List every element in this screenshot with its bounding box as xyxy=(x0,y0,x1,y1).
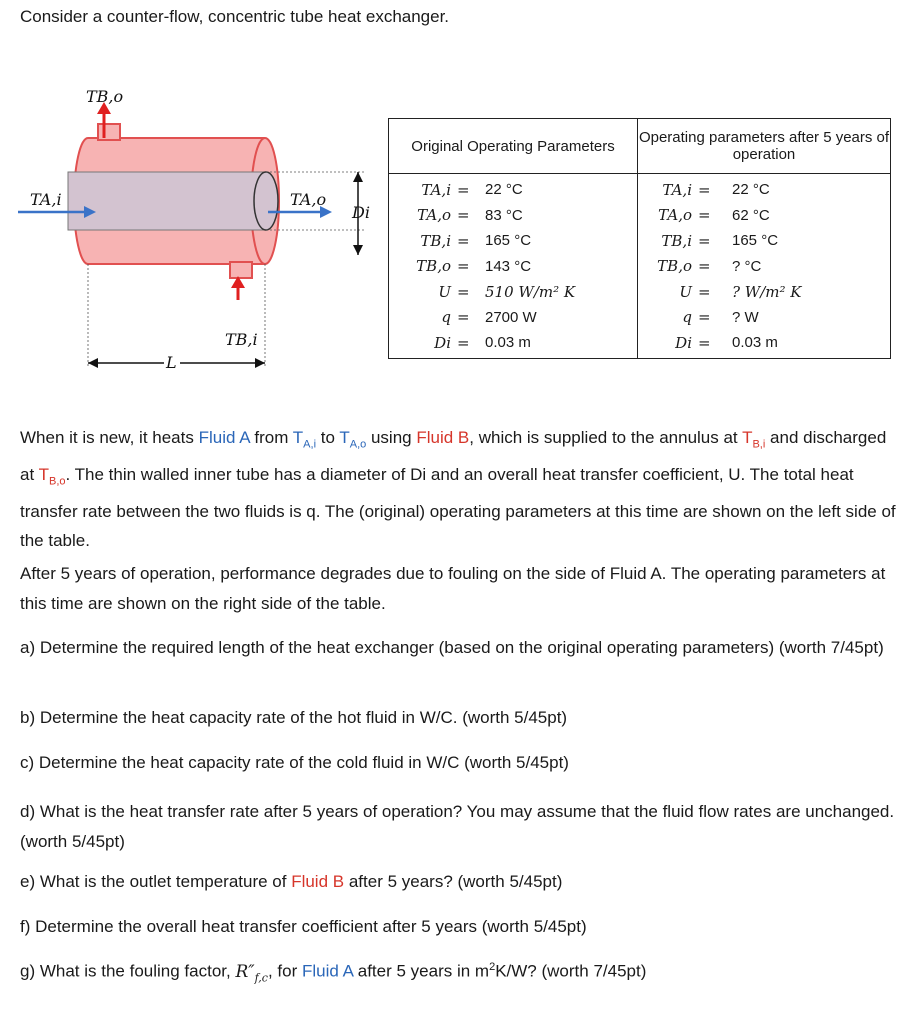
question-c: c) Determine the heat capacity rate of the cold fluid in W/C (worth 5/45pt) xyxy=(20,753,569,772)
inner-tube xyxy=(68,172,278,230)
fluid-a-highlight: Fluid A xyxy=(198,428,250,447)
label-tbi: TB,i xyxy=(225,330,258,349)
param-row: U = ? W/m² K xyxy=(679,282,802,301)
question-g: g) What is the fouling factor, $R''_{f,c}$, for Fluid A after 5 years in $m^2K/W$? (worth 7/45pt) xyxy=(20,961,647,985)
param-row: TB,i = 165 °C xyxy=(420,231,532,250)
param-row: TA,o = 62 °C xyxy=(658,206,770,225)
original-params xyxy=(389,174,638,359)
heat-exchanger-diagram xyxy=(0,60,390,380)
param-row: U = 510 W/m² K xyxy=(438,282,576,301)
bottom-nozzle xyxy=(230,262,252,278)
param-row: TA,i = 22 °C xyxy=(421,180,523,199)
label-di: Di xyxy=(352,203,370,222)
table-header-after-5-years: Operating parameters after 5 years of operation xyxy=(638,119,891,174)
top-nozzle xyxy=(98,124,120,140)
table-header-original: Original Operating Parameters xyxy=(389,119,638,174)
param-row: TB,i = 165 °C xyxy=(661,231,779,250)
param-row: TA,i = 22 °C xyxy=(662,180,770,199)
param-row: q = 2700 W xyxy=(441,308,537,327)
fouling-paragraph: After 5 years of operation, performance degrades due to fouling on the side of Fluid A. The operating parameters at this time are shown on the right side of the table. xyxy=(20,564,886,613)
tbi-arrow xyxy=(231,276,245,300)
param-row: TB,o = 143 °C xyxy=(416,257,532,276)
question-d: d) What is the heat transfer rate after 5 years of operation? You may assume that the fluid flow rates are unchanged. (worth 5/45pt) xyxy=(20,802,895,851)
param-row: TA,o = 83 °C xyxy=(417,206,523,225)
param-row: TB,o = ? °C xyxy=(657,257,762,276)
label-l: L xyxy=(166,353,177,372)
label-tai: TA,i xyxy=(30,190,62,209)
diameter-marker xyxy=(266,172,366,255)
after-5-years-params xyxy=(638,174,891,359)
param-row: Di = 0.03 m xyxy=(434,333,531,352)
label-tbo: TB,o xyxy=(86,87,124,106)
parameters-table xyxy=(388,118,891,359)
label-tao: TA,o xyxy=(290,190,327,209)
param-row: Di = 0.03 m xyxy=(675,333,778,352)
question-a: a) Determine the required length of the heat exchanger (based on the original operating parameters) (worth 7/45pt) xyxy=(20,638,884,657)
fluid-b-highlight: Fluid B xyxy=(416,428,470,447)
param-row: q = ? W xyxy=(682,308,759,327)
intro-paragraph: When it is new, it heats Fluid A from $T_{A,i}$ to $T_{A,o}$ using Fluid B, which is supplied to the annulus at $T_{B,i}$ and discharged at $T_{B,o}$. The thin walled inner tube has a diameter of Di and an overall heat transfer coefficient, U. The total heat transfer rate between the two fluids is q. The (original) operating parameters at this time are shown on the left side of the table. xyxy=(20,428,896,551)
fouling-factor-symbol: $R''_{f,c}$ xyxy=(235,961,268,985)
question-b: b) Determine the heat capacity rate of the hot fluid in W/C. (worth 5/45pt) xyxy=(20,708,568,727)
question-f: f) Determine the overall heat transfer coefficient after 5 years (worth 5/45pt) xyxy=(20,917,587,936)
page-title: Consider a counter-flow, concentric tube heat exchanger. xyxy=(20,7,450,26)
question-e: e) What is the outlet temperature of Fluid B after 5 years? (worth 5/45pt) xyxy=(20,872,563,891)
